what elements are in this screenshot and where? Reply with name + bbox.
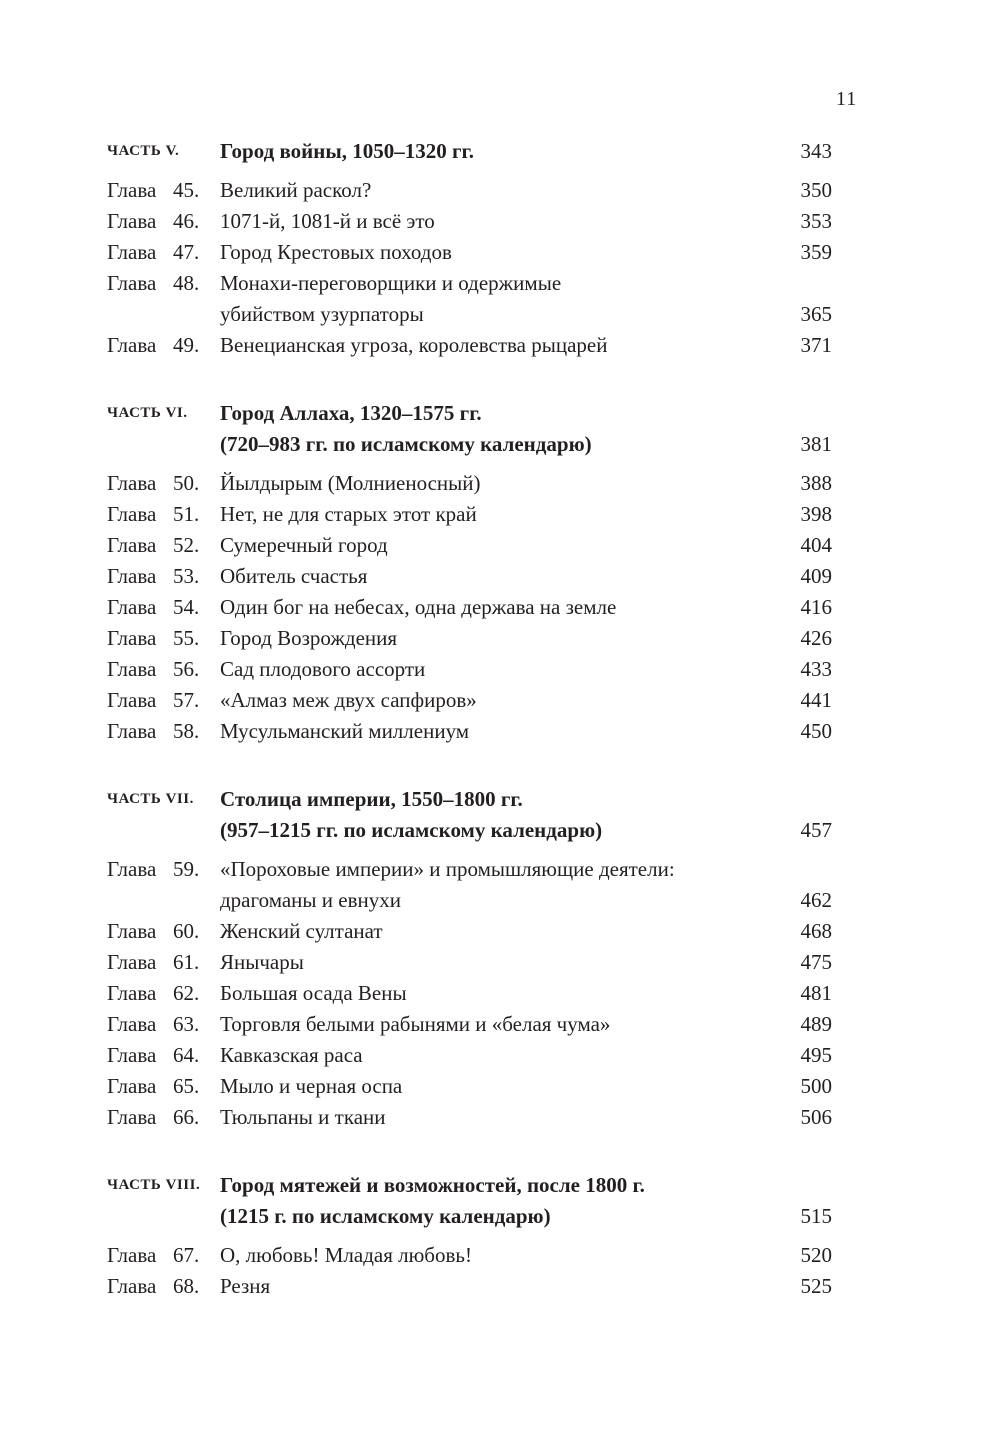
chapter-word: Глава <box>107 919 157 943</box>
chapter-title-line: Тюльпаны и ткани <box>220 1105 386 1129</box>
chapter-entry[interactable] <box>107 499 832 530</box>
chapter-title-line: Город Крестовых походов <box>220 240 452 264</box>
chapter-label <box>107 1040 220 1071</box>
chapter-number: 58. <box>173 719 200 743</box>
chapter-title-line: Сад плодового ассорти <box>220 657 426 681</box>
chapter-number: 56. <box>173 657 200 681</box>
chapter-title <box>220 1009 762 1040</box>
chapter-title <box>220 854 762 916</box>
chapter-number: 59. <box>173 857 200 881</box>
chapter-word: Глава <box>107 533 157 557</box>
chapter-number: 62. <box>173 981 200 1005</box>
chapter-number: 57. <box>173 688 200 712</box>
part-title-line: Столица империи, 1550–1800 гг. <box>220 787 523 811</box>
chapter-title <box>220 947 762 978</box>
chapter-number: 55. <box>173 626 200 650</box>
chapter-title <box>220 716 762 747</box>
chapter-number: 54. <box>173 595 200 619</box>
chapter-label <box>107 716 220 747</box>
chapter-page-number: 525 <box>800 1274 832 1298</box>
chapter-title-line: «Алмаз меж двух сапфиров» <box>220 688 477 712</box>
chapter-entry[interactable] <box>107 268 832 330</box>
chapter-page-number: 359 <box>800 240 832 264</box>
part-title <box>220 784 762 846</box>
chapter-entry[interactable] <box>107 1040 832 1071</box>
chapter-title-line: Женский султанат <box>220 919 383 943</box>
chapter-page-number: 433 <box>800 657 832 681</box>
chapter-title <box>220 268 762 330</box>
chapter-word: Глава <box>107 1274 157 1298</box>
chapter-page-number: 426 <box>800 626 832 650</box>
chapter-title <box>220 1271 762 1302</box>
part-heading[interactable] <box>107 784 832 846</box>
part-page-number: 515 <box>800 1204 832 1228</box>
chapter-page-number: 468 <box>800 919 832 943</box>
part-heading[interactable] <box>107 1170 832 1232</box>
table-of-contents <box>107 136 832 1302</box>
part-label: ЧАСТЬ VI. <box>107 405 188 421</box>
chapter-entry[interactable] <box>107 468 832 499</box>
part-title-line: Город мятежей и возможностей, после 1800 г. <box>220 1173 645 1197</box>
chapter-title-line: Резня <box>220 1274 271 1298</box>
chapter-title-line: О, любовь! Младая любовь! <box>220 1243 472 1267</box>
chapter-word: Глава <box>107 688 157 712</box>
chapter-page-number: 350 <box>800 178 832 202</box>
chapter-page-number: 353 <box>800 209 832 233</box>
chapter-word: Глава <box>107 595 157 619</box>
chapter-number: 63. <box>173 1012 200 1036</box>
part-heading[interactable] <box>107 136 832 167</box>
part-title-line: (957–1215 гг. по исламскому календарю) <box>220 818 603 842</box>
chapter-title-line: Большая осада Вены <box>220 981 407 1005</box>
chapter-title-line: Кавказская раса <box>220 1043 363 1067</box>
chapter-title <box>220 685 762 716</box>
chapter-word: Глава <box>107 857 157 881</box>
chapter-word: Глава <box>107 950 157 974</box>
chapter-page-number: 520 <box>800 1243 832 1267</box>
chapter-page-number: 398 <box>800 502 832 526</box>
chapter-label <box>107 947 220 978</box>
chapter-label <box>107 530 220 561</box>
part-title <box>220 136 762 167</box>
chapter-entry[interactable] <box>107 947 832 978</box>
chapter-page-number: 371 <box>800 333 832 357</box>
chapter-number: 53. <box>173 564 200 588</box>
chapter-title <box>220 468 762 499</box>
part-page-number: 457 <box>800 818 832 842</box>
part-label: ЧАСТЬ VII. <box>107 791 194 807</box>
chapter-title-line: Великий раскол? <box>220 178 372 202</box>
chapter-label <box>107 175 220 206</box>
chapter-entry[interactable] <box>107 175 832 206</box>
chapter-label <box>107 1102 220 1133</box>
chapter-title-line: драгоманы и евнухи <box>220 888 401 912</box>
part-label: ЧАСТЬ VIII. <box>107 1177 201 1193</box>
chapter-label <box>107 468 220 499</box>
chapter-page-number: 462 <box>800 888 832 912</box>
chapter-title <box>220 1102 762 1133</box>
chapter-number: 66. <box>173 1105 200 1129</box>
part-label: ЧАСТЬ V. <box>107 143 180 159</box>
chapter-title-line: Янычары <box>220 950 304 974</box>
chapter-title-line: «Пороховые империи» и промышляющие деятели: <box>220 857 675 881</box>
chapter-title <box>220 1071 762 1102</box>
chapter-page-number: 481 <box>800 981 832 1005</box>
chapter-word: Глава <box>107 1043 157 1067</box>
chapter-number: 61. <box>173 950 200 974</box>
chapter-entry[interactable] <box>107 237 832 268</box>
chapter-page-number: 495 <box>800 1043 832 1067</box>
chapter-title <box>220 237 762 268</box>
chapter-entry[interactable] <box>107 1102 832 1133</box>
chapter-number: 46. <box>173 209 200 233</box>
chapter-entry[interactable] <box>107 1071 832 1102</box>
chapter-page-number: 404 <box>800 533 832 557</box>
chapter-label <box>107 623 220 654</box>
chapter-entry[interactable] <box>107 206 832 237</box>
chapter-label <box>107 268 220 299</box>
chapter-title <box>220 592 762 623</box>
chapter-word: Глава <box>107 626 157 650</box>
part-heading[interactable] <box>107 398 832 460</box>
chapter-page-number: 506 <box>800 1105 832 1129</box>
chapter-label <box>107 654 220 685</box>
chapter-number: 50. <box>173 471 200 495</box>
chapter-title-line: Мусульманский миллениум <box>220 719 470 743</box>
chapter-title <box>220 561 762 592</box>
chapter-word: Глава <box>107 1105 157 1129</box>
chapter-title-line: Венецианская угроза, королевства рыцарей <box>220 333 608 357</box>
chapter-title <box>220 175 762 206</box>
chapter-title <box>220 654 762 685</box>
chapter-label <box>107 978 220 1009</box>
chapter-page-number: 416 <box>800 595 832 619</box>
chapter-entry[interactable] <box>107 916 832 947</box>
chapter-label <box>107 1071 220 1102</box>
chapter-page-number: 500 <box>800 1074 832 1098</box>
chapter-word: Глава <box>107 1243 157 1267</box>
chapter-word: Глава <box>107 240 157 264</box>
chapter-title <box>220 530 762 561</box>
chapter-number: 60. <box>173 919 200 943</box>
chapter-word: Глава <box>107 502 157 526</box>
chapter-word: Глава <box>107 333 157 357</box>
chapter-label <box>107 561 220 592</box>
chapter-entry[interactable] <box>107 854 832 916</box>
chapter-page-number: 489 <box>800 1012 832 1036</box>
chapter-page-number: 388 <box>800 471 832 495</box>
chapter-label <box>107 916 220 947</box>
chapter-page-number: 475 <box>800 950 832 974</box>
chapter-title <box>220 206 762 237</box>
part-title-line: Город Аллаха, 1320–1575 гг. <box>220 401 482 425</box>
page-number: 11 <box>836 88 858 110</box>
chapter-title <box>220 916 762 947</box>
chapter-label <box>107 685 220 716</box>
chapter-title-line: Йылдырым (Молниеносный) <box>220 471 481 495</box>
chapter-entry[interactable] <box>107 330 832 361</box>
chapter-title <box>220 499 762 530</box>
chapter-label <box>107 206 220 237</box>
chapter-label <box>107 854 220 885</box>
chapter-entry[interactable] <box>107 685 832 716</box>
chapter-word: Глава <box>107 981 157 1005</box>
chapter-title-line: Нет, не для старых этот край <box>220 502 477 526</box>
chapter-word: Глава <box>107 209 157 233</box>
chapter-title <box>220 1240 762 1271</box>
chapter-title-line: Сумеречный город <box>220 533 388 557</box>
chapter-entry[interactable] <box>107 1009 832 1040</box>
chapter-entry[interactable] <box>107 1271 832 1302</box>
part-title-line: (1215 г. по исламскому календарю) <box>220 1204 551 1228</box>
chapter-entry[interactable] <box>107 1240 832 1271</box>
chapter-word: Глава <box>107 719 157 743</box>
chapter-word: Глава <box>107 657 157 681</box>
chapter-title-line: Город Возрождения <box>220 626 398 650</box>
chapter-title <box>220 1040 762 1071</box>
part-page-number: 381 <box>800 432 832 456</box>
chapter-number: 68. <box>173 1274 200 1298</box>
chapter-word: Глава <box>107 1074 157 1098</box>
chapter-entry[interactable] <box>107 561 832 592</box>
chapter-number: 48. <box>173 271 200 295</box>
chapter-page-number: 450 <box>800 719 832 743</box>
chapter-label <box>107 1240 220 1271</box>
part-page-number: 343 <box>800 139 832 163</box>
chapter-title-line: Торговля белыми рабынями и «белая чума» <box>220 1012 611 1036</box>
chapter-number: 64. <box>173 1043 200 1067</box>
chapter-entry[interactable] <box>107 592 832 623</box>
chapter-label <box>107 1009 220 1040</box>
chapter-page-number: 441 <box>800 688 832 712</box>
chapter-label <box>107 330 220 361</box>
chapter-label <box>107 237 220 268</box>
chapter-title-line: Обитель счастья <box>220 564 368 588</box>
chapter-title-line: убийством узурпаторы <box>220 302 424 326</box>
part-title-line: Город войны, 1050–1320 гг. <box>220 139 474 163</box>
chapter-label <box>107 592 220 623</box>
chapter-entry[interactable] <box>107 623 832 654</box>
chapter-title-line: Монахи-переговорщики и одержимые <box>220 271 562 295</box>
chapter-number: 65. <box>173 1074 200 1098</box>
chapter-word: Глава <box>107 178 157 202</box>
chapter-title-line: 1071-й, 1081-й и всё это <box>220 209 435 233</box>
chapter-page-number: 365 <box>800 302 832 326</box>
chapter-entry[interactable] <box>107 654 832 685</box>
chapter-entry[interactable] <box>107 530 832 561</box>
chapter-number: 67. <box>173 1243 200 1267</box>
chapter-label <box>107 1271 220 1302</box>
chapter-number: 45. <box>173 178 200 202</box>
chapter-title <box>220 978 762 1009</box>
chapter-title-line: Мыло и черная оспа <box>220 1074 403 1098</box>
chapter-entry[interactable] <box>107 716 832 747</box>
chapter-word: Глава <box>107 471 157 495</box>
chapter-number: 49. <box>173 333 200 357</box>
chapter-word: Глава <box>107 1012 157 1036</box>
part-title <box>220 398 762 460</box>
chapter-number: 51. <box>173 502 200 526</box>
part-title-line: (720–983 гг. по исламскому календарю) <box>220 432 592 456</box>
part-title <box>220 1170 762 1232</box>
chapter-page-number: 409 <box>800 564 832 588</box>
chapter-title <box>220 623 762 654</box>
chapter-title-line: Один бог на небесах, одна держава на земле <box>220 595 617 619</box>
chapter-word: Глава <box>107 564 157 588</box>
chapter-number: 52. <box>173 533 200 557</box>
chapter-entry[interactable] <box>107 978 832 1009</box>
chapter-label <box>107 499 220 530</box>
chapter-number: 47. <box>173 240 200 264</box>
chapter-title <box>220 330 762 361</box>
chapter-word: Глава <box>107 271 157 295</box>
